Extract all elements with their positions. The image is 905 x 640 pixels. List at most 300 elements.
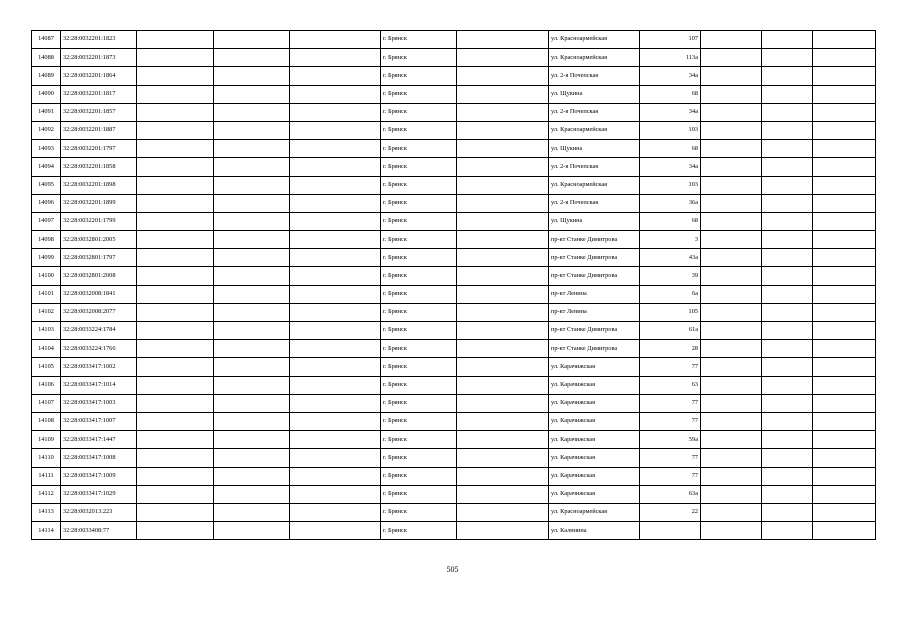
empty-cell xyxy=(701,376,762,394)
empty-cell xyxy=(762,194,813,212)
empty-cell xyxy=(457,231,549,249)
table-row xyxy=(32,212,876,230)
table-row xyxy=(32,121,876,139)
table-row xyxy=(32,303,876,321)
empty-cell xyxy=(813,340,876,358)
row-number-cell: 14092 xyxy=(32,121,61,139)
table-row xyxy=(32,140,876,158)
house-number-cell: 34а xyxy=(640,67,701,85)
street-cell: ул. Карачижская xyxy=(549,376,640,394)
empty-cell xyxy=(290,121,381,139)
empty-cell xyxy=(701,285,762,303)
empty-cell xyxy=(214,340,290,358)
cadastral-number-cell: 32:28:0032201:1823 xyxy=(61,31,137,49)
empty-cell xyxy=(457,140,549,158)
cadastral-number-cell: 32:28:0033417:1003 xyxy=(61,394,137,412)
empty-cell xyxy=(290,67,381,85)
empty-cell xyxy=(137,449,214,467)
empty-cell xyxy=(457,431,549,449)
empty-cell xyxy=(701,140,762,158)
empty-cell xyxy=(762,449,813,467)
city-cell: г. Брянск xyxy=(381,67,457,85)
empty-cell xyxy=(701,303,762,321)
empty-cell xyxy=(214,249,290,267)
empty-cell xyxy=(137,358,214,376)
empty-cell xyxy=(214,503,290,521)
empty-cell xyxy=(457,376,549,394)
empty-cell xyxy=(813,394,876,412)
empty-cell xyxy=(813,212,876,230)
city-cell: г. Брянск xyxy=(381,194,457,212)
city-cell: г. Брянск xyxy=(381,85,457,103)
city-cell: г. Брянск xyxy=(381,340,457,358)
row-number-cell: 14094 xyxy=(32,158,61,176)
empty-cell xyxy=(701,49,762,67)
empty-cell xyxy=(137,503,214,521)
empty-cell xyxy=(457,394,549,412)
row-number-cell: 14099 xyxy=(32,249,61,267)
street-cell: пр-кт Станке Димитрова xyxy=(549,231,640,249)
empty-cell xyxy=(457,285,549,303)
empty-cell xyxy=(701,449,762,467)
empty-cell xyxy=(701,121,762,139)
empty-cell xyxy=(290,231,381,249)
empty-cell xyxy=(290,522,381,540)
empty-cell xyxy=(137,103,214,121)
empty-cell xyxy=(457,49,549,67)
registry-table xyxy=(31,30,876,540)
empty-cell xyxy=(137,485,214,503)
city-cell: г. Брянск xyxy=(381,49,457,67)
empty-cell xyxy=(457,176,549,194)
street-cell: ул. Карачижская xyxy=(549,485,640,503)
empty-cell xyxy=(762,340,813,358)
row-number-cell: 14095 xyxy=(32,176,61,194)
empty-cell xyxy=(762,267,813,285)
house-number-cell: 107 xyxy=(640,31,701,49)
table-row xyxy=(32,376,876,394)
empty-cell xyxy=(137,176,214,194)
row-number-cell: 14098 xyxy=(32,231,61,249)
empty-cell xyxy=(137,249,214,267)
empty-cell xyxy=(701,522,762,540)
empty-cell xyxy=(290,431,381,449)
empty-cell xyxy=(457,85,549,103)
table-row xyxy=(32,449,876,467)
house-number-cell: 77 xyxy=(640,449,701,467)
empty-cell xyxy=(290,322,381,340)
empty-cell xyxy=(290,103,381,121)
street-cell: пр-кт Станке Димитрова xyxy=(549,249,640,267)
empty-cell xyxy=(813,140,876,158)
table-row xyxy=(32,431,876,449)
empty-cell xyxy=(214,231,290,249)
street-cell: ул. 2-я Почепская xyxy=(549,158,640,176)
cadastral-number-cell: 32:28:0032201:1898 xyxy=(61,176,137,194)
empty-cell xyxy=(762,485,813,503)
city-cell: г. Брянск xyxy=(381,449,457,467)
house-number-cell: 36а xyxy=(640,194,701,212)
house-number-cell: 77 xyxy=(640,394,701,412)
empty-cell xyxy=(290,394,381,412)
empty-cell xyxy=(762,503,813,521)
empty-cell xyxy=(457,158,549,176)
house-number-cell: 39 xyxy=(640,267,701,285)
table-row xyxy=(32,231,876,249)
row-number-cell: 14104 xyxy=(32,340,61,358)
row-number-cell: 14088 xyxy=(32,49,61,67)
street-cell: ул. 2-я Почепская xyxy=(549,67,640,85)
empty-cell xyxy=(457,121,549,139)
house-number-cell: 59а xyxy=(640,431,701,449)
empty-cell xyxy=(813,194,876,212)
row-number-cell: 14087 xyxy=(32,31,61,49)
cadastral-number-cell: 32:28:0032801:2008 xyxy=(61,267,137,285)
empty-cell xyxy=(813,431,876,449)
house-number-cell: 3 xyxy=(640,231,701,249)
empty-cell xyxy=(214,358,290,376)
empty-cell xyxy=(701,103,762,121)
empty-cell xyxy=(813,158,876,176)
row-number-cell: 14102 xyxy=(32,303,61,321)
empty-cell xyxy=(457,103,549,121)
empty-cell xyxy=(762,431,813,449)
empty-cell xyxy=(701,249,762,267)
house-number-cell: 105 xyxy=(640,303,701,321)
empty-cell xyxy=(290,467,381,485)
empty-cell xyxy=(137,231,214,249)
empty-cell xyxy=(137,431,214,449)
table-row xyxy=(32,31,876,49)
empty-cell xyxy=(762,67,813,85)
empty-cell xyxy=(137,322,214,340)
empty-cell xyxy=(701,503,762,521)
empty-cell xyxy=(214,176,290,194)
empty-cell xyxy=(214,376,290,394)
empty-cell xyxy=(214,140,290,158)
empty-cell xyxy=(701,67,762,85)
empty-cell xyxy=(762,249,813,267)
row-number-cell: 14091 xyxy=(32,103,61,121)
empty-cell xyxy=(457,322,549,340)
city-cell: г. Брянск xyxy=(381,249,457,267)
empty-cell xyxy=(290,285,381,303)
house-number-cell: 43а xyxy=(640,249,701,267)
city-cell: г. Брянск xyxy=(381,176,457,194)
empty-cell xyxy=(813,322,876,340)
table-row xyxy=(32,485,876,503)
empty-cell xyxy=(813,267,876,285)
empty-cell xyxy=(813,376,876,394)
empty-cell xyxy=(214,67,290,85)
empty-cell xyxy=(137,376,214,394)
empty-cell xyxy=(214,431,290,449)
cadastral-number-cell: 32:28:0032201:1857 xyxy=(61,103,137,121)
city-cell: г. Брянск xyxy=(381,522,457,540)
empty-cell xyxy=(457,303,549,321)
street-cell: ул. Красноармейская xyxy=(549,503,640,521)
empty-cell xyxy=(762,376,813,394)
empty-cell xyxy=(457,267,549,285)
empty-cell xyxy=(290,158,381,176)
empty-cell xyxy=(137,67,214,85)
cadastral-number-cell: 32:28:0033417:1447 xyxy=(61,431,137,449)
empty-cell xyxy=(701,212,762,230)
house-number-cell: 68 xyxy=(640,140,701,158)
empty-cell xyxy=(701,467,762,485)
empty-cell xyxy=(137,158,214,176)
city-cell: г. Брянск xyxy=(381,322,457,340)
house-number-cell: 63а xyxy=(640,485,701,503)
row-number-cell: 14105 xyxy=(32,358,61,376)
page-number: 505 xyxy=(446,565,459,574)
row-number-cell: 14111 xyxy=(32,467,61,485)
street-cell: ул. Красноармейская xyxy=(549,121,640,139)
row-number-cell: 14093 xyxy=(32,140,61,158)
empty-cell xyxy=(762,31,813,49)
table-row xyxy=(32,340,876,358)
cadastral-number-cell: 32:28:0032201:1858 xyxy=(61,158,137,176)
empty-cell xyxy=(701,431,762,449)
empty-cell xyxy=(137,85,214,103)
cadastral-number-cell: 32:28:0033417:1014 xyxy=(61,376,137,394)
cadastral-number-cell: 32:28:0033417:1008 xyxy=(61,449,137,467)
empty-cell xyxy=(457,522,549,540)
table-row xyxy=(32,85,876,103)
house-number-cell xyxy=(640,522,701,540)
empty-cell xyxy=(762,412,813,430)
house-number-cell: 77 xyxy=(640,412,701,430)
row-number-cell: 14097 xyxy=(32,212,61,230)
empty-cell xyxy=(290,140,381,158)
empty-cell xyxy=(762,103,813,121)
street-cell: пр-кт Ленина xyxy=(549,285,640,303)
cadastral-number-cell: 32:28:0032201:1799 xyxy=(61,212,137,230)
empty-cell xyxy=(701,267,762,285)
table-row xyxy=(32,503,876,521)
table-row xyxy=(32,49,876,67)
table-row xyxy=(32,158,876,176)
cadastral-number-cell: 32:28:0032201:1887 xyxy=(61,121,137,139)
table-row xyxy=(32,522,876,540)
empty-cell xyxy=(701,194,762,212)
empty-cell xyxy=(457,340,549,358)
empty-cell xyxy=(290,212,381,230)
house-number-cell: 28 xyxy=(640,340,701,358)
street-cell: ул. Щукина xyxy=(549,140,640,158)
street-cell: ул. Щукина xyxy=(549,212,640,230)
cadastral-number-cell: 32:28:0032013:223 xyxy=(61,503,137,521)
empty-cell xyxy=(813,485,876,503)
empty-cell xyxy=(762,121,813,139)
house-number-cell: 22 xyxy=(640,503,701,521)
row-number-cell: 14103 xyxy=(32,322,61,340)
street-cell: пр-кт Станке Димитрова xyxy=(549,340,640,358)
empty-cell xyxy=(214,103,290,121)
cadastral-number-cell: 32:28:0032201:1873 xyxy=(61,49,137,67)
empty-cell xyxy=(457,194,549,212)
empty-cell xyxy=(762,212,813,230)
empty-cell xyxy=(813,85,876,103)
empty-cell xyxy=(214,322,290,340)
cadastral-number-cell: 32:28:0033417:1029 xyxy=(61,485,137,503)
empty-cell xyxy=(762,158,813,176)
empty-cell xyxy=(290,303,381,321)
house-number-cell: 61а xyxy=(640,322,701,340)
empty-cell xyxy=(290,194,381,212)
empty-cell xyxy=(137,31,214,49)
empty-cell xyxy=(813,522,876,540)
row-number-cell: 14110 xyxy=(32,449,61,467)
street-cell: ул. Калинина xyxy=(549,522,640,540)
empty-cell xyxy=(762,303,813,321)
empty-cell xyxy=(214,212,290,230)
table-row xyxy=(32,412,876,430)
empty-cell xyxy=(290,267,381,285)
cadastral-number-cell: 32:28:0033417:1002 xyxy=(61,358,137,376)
house-number-cell: 103 xyxy=(640,176,701,194)
city-cell: г. Брянск xyxy=(381,503,457,521)
house-number-cell: 6а xyxy=(640,285,701,303)
house-number-cell: 77 xyxy=(640,467,701,485)
street-cell: ул. 2-я Почепская xyxy=(549,194,640,212)
empty-cell xyxy=(214,303,290,321)
city-cell: г. Брянск xyxy=(381,485,457,503)
empty-cell xyxy=(290,376,381,394)
house-number-cell: 68 xyxy=(640,85,701,103)
cadastral-number-cell: 32:28:0033408:77 xyxy=(61,522,137,540)
empty-cell xyxy=(214,49,290,67)
street-cell: ул. Карачижская xyxy=(549,449,640,467)
street-cell: ул. Красноармейская xyxy=(549,31,640,49)
empty-cell xyxy=(457,31,549,49)
table-row xyxy=(32,322,876,340)
empty-cell xyxy=(214,285,290,303)
empty-cell xyxy=(214,412,290,430)
row-number-cell: 14100 xyxy=(32,267,61,285)
city-cell: г. Брянск xyxy=(381,394,457,412)
table-row xyxy=(32,267,876,285)
house-number-cell: 34а xyxy=(640,103,701,121)
cadastral-number-cell: 32:28:0032201:1864 xyxy=(61,67,137,85)
empty-cell xyxy=(290,412,381,430)
empty-cell xyxy=(137,340,214,358)
empty-cell xyxy=(813,285,876,303)
row-number-cell: 14109 xyxy=(32,431,61,449)
city-cell: г. Брянск xyxy=(381,431,457,449)
cadastral-number-cell: 32:28:0032201:1797 xyxy=(61,140,137,158)
cadastral-number-cell: 32:28:0032008:1841 xyxy=(61,285,137,303)
empty-cell xyxy=(137,285,214,303)
empty-cell xyxy=(214,194,290,212)
empty-cell xyxy=(701,358,762,376)
empty-cell xyxy=(701,322,762,340)
empty-cell xyxy=(214,267,290,285)
empty-cell xyxy=(137,212,214,230)
empty-cell xyxy=(701,394,762,412)
empty-cell xyxy=(813,67,876,85)
empty-cell xyxy=(290,249,381,267)
empty-cell xyxy=(214,394,290,412)
empty-cell xyxy=(762,522,813,540)
empty-cell xyxy=(457,249,549,267)
cadastral-number-cell: 32:28:0033417:1007 xyxy=(61,412,137,430)
city-cell: г. Брянск xyxy=(381,231,457,249)
empty-cell xyxy=(701,176,762,194)
cadastral-number-cell: 32:28:0032201:1899 xyxy=(61,194,137,212)
table-row xyxy=(32,467,876,485)
empty-cell xyxy=(290,85,381,103)
house-number-cell: 68 xyxy=(640,212,701,230)
empty-cell xyxy=(762,467,813,485)
empty-cell xyxy=(137,303,214,321)
empty-cell xyxy=(813,449,876,467)
empty-cell xyxy=(214,158,290,176)
city-cell: г. Брянск xyxy=(381,376,457,394)
row-number-cell: 14107 xyxy=(32,394,61,412)
empty-cell xyxy=(290,340,381,358)
street-cell: ул. Карачижская xyxy=(549,467,640,485)
empty-cell xyxy=(290,485,381,503)
empty-cell xyxy=(762,285,813,303)
house-number-cell: 34а xyxy=(640,158,701,176)
empty-cell xyxy=(762,85,813,103)
empty-cell xyxy=(813,49,876,67)
empty-cell xyxy=(214,121,290,139)
table-row xyxy=(32,358,876,376)
cadastral-number-cell: 32:28:0033224:1784 xyxy=(61,322,137,340)
city-cell: г. Брянск xyxy=(381,467,457,485)
street-cell: ул. Щукина xyxy=(549,85,640,103)
empty-cell xyxy=(762,358,813,376)
house-number-cell: 103 xyxy=(640,121,701,139)
empty-cell xyxy=(701,231,762,249)
cadastral-number-cell: 32:28:0032801:1797 xyxy=(61,249,137,267)
empty-cell xyxy=(137,394,214,412)
table-row xyxy=(32,103,876,121)
row-number-cell: 14089 xyxy=(32,67,61,85)
empty-cell xyxy=(457,503,549,521)
city-cell: г. Брянск xyxy=(381,285,457,303)
empty-cell xyxy=(701,31,762,49)
empty-cell xyxy=(137,267,214,285)
city-cell: г. Брянск xyxy=(381,212,457,230)
table-row xyxy=(32,394,876,412)
city-cell: г. Брянск xyxy=(381,158,457,176)
empty-cell xyxy=(762,49,813,67)
empty-cell xyxy=(457,467,549,485)
city-cell: г. Брянск xyxy=(381,358,457,376)
empty-cell xyxy=(214,522,290,540)
cadastral-number-cell: 32:28:0032201:1817 xyxy=(61,85,137,103)
table-row xyxy=(32,194,876,212)
city-cell: г. Брянск xyxy=(381,31,457,49)
city-cell: г. Брянск xyxy=(381,140,457,158)
table-row xyxy=(32,249,876,267)
empty-cell xyxy=(813,31,876,49)
empty-cell xyxy=(290,49,381,67)
empty-cell xyxy=(290,31,381,49)
empty-cell xyxy=(813,249,876,267)
street-cell: ул. Красноармейская xyxy=(549,176,640,194)
empty-cell xyxy=(701,485,762,503)
empty-cell xyxy=(214,449,290,467)
empty-cell xyxy=(214,85,290,103)
city-cell: г. Брянск xyxy=(381,267,457,285)
street-cell: ул. Карачижская xyxy=(549,431,640,449)
empty-cell xyxy=(813,358,876,376)
empty-cell xyxy=(813,121,876,139)
